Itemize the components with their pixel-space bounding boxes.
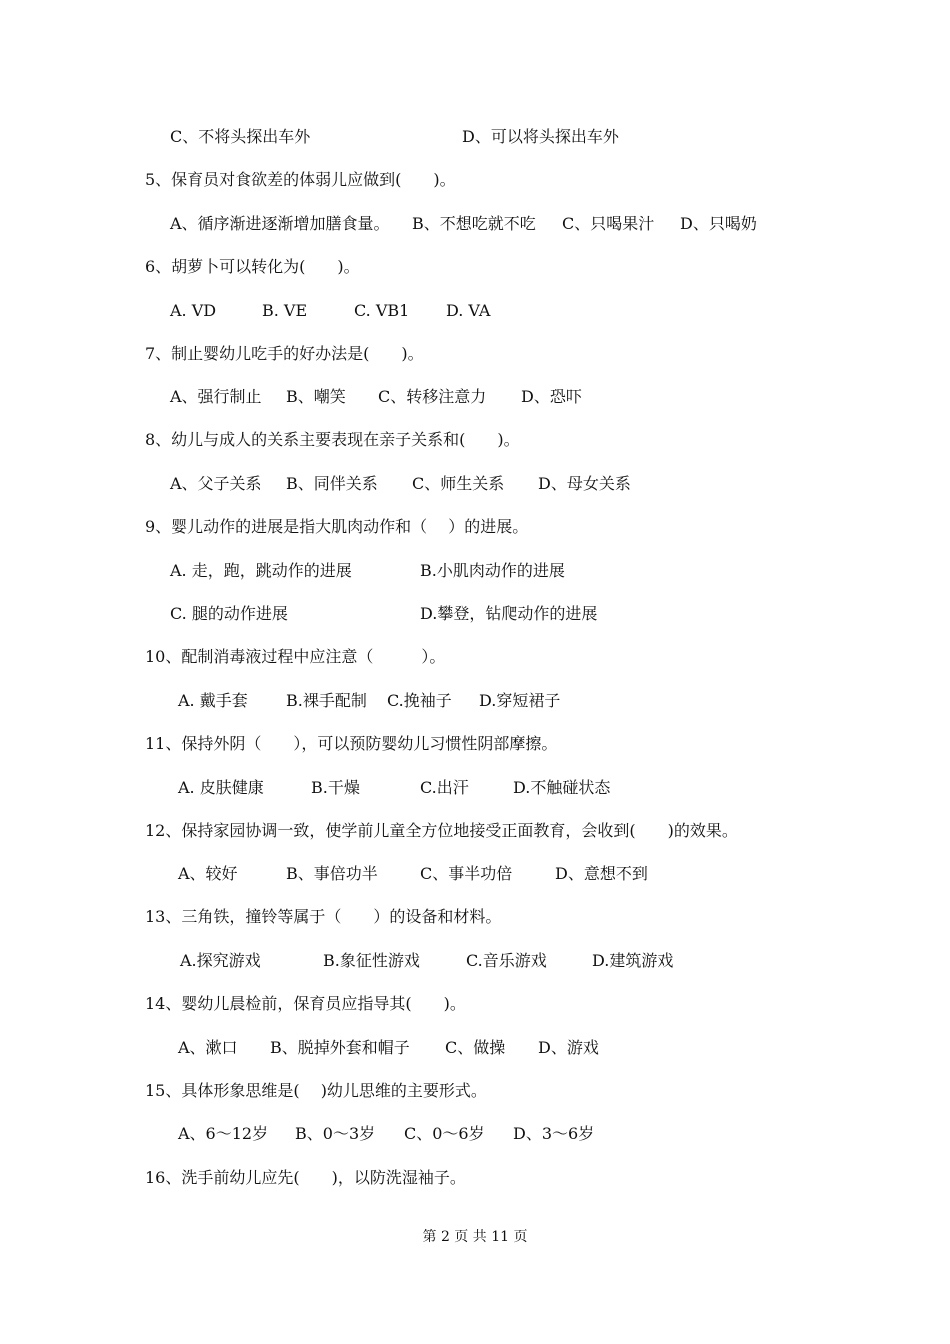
q11-option-a: A. 皮肤健康 (178, 778, 264, 797)
q6-option-b: B. VE (262, 301, 308, 320)
q13-option-d: D.建筑游戏 (592, 951, 674, 970)
q15-option-d: D、3～6岁 (513, 1124, 595, 1143)
q10-option-c: C.挽袖子 (387, 691, 452, 710)
q11-option-c: C.出汗 (420, 778, 469, 797)
q14-option-c: C、做操 (445, 1038, 506, 1057)
q16-stem: 16、洗手前幼儿应先( )，以防洗湿袖子。 (145, 1168, 466, 1187)
q8-option-b: B、同伴关系 (286, 474, 378, 493)
q12-option-b: B、事倍功半 (286, 864, 378, 883)
q6-option-d: D. VA (446, 301, 491, 320)
q5-stem: 5、保育员对食欲差的体弱儿应做到( )。 (145, 170, 456, 189)
q9-stem: 9、婴儿动作的进展是指大肌肉动作和（ ）的进展。 (145, 517, 529, 536)
q13-option-b: B.象征性游戏 (323, 951, 420, 970)
q11-option-b: B.干燥 (311, 778, 360, 797)
q7-stem: 7、制止婴幼儿吃手的好办法是( )。 (145, 344, 424, 363)
q13-option-c: C.音乐游戏 (466, 951, 547, 970)
q7-option-c: C、转移注意力 (378, 387, 487, 406)
page-number-footer: 第 2 页 共 11 页 (422, 1229, 528, 1245)
q13-option-a: A.探究游戏 (180, 951, 261, 970)
q9-option-a: A. 走，跑，跳动作的进展 (170, 561, 352, 580)
q6-option-a: A. VD (170, 301, 217, 320)
q9-option-d: D.攀登，钻爬动作的进展 (420, 604, 598, 623)
q12-option-d: D、意想不到 (555, 864, 648, 883)
q8-option-d: D、母女关系 (538, 474, 631, 493)
q12-stem: 12、保持家园协调一致，使学前儿童全方位地接受正面教育，会收到( )的效果。 (145, 821, 738, 840)
q8-option-c: C、师生关系 (412, 474, 505, 493)
q14-option-b: B、脱掉外套和帽子 (270, 1038, 410, 1057)
q8-stem: 8、幼儿与成人的关系主要表现在亲子关系和( )。 (145, 430, 520, 449)
q6-option-c: C. VB1 (354, 301, 410, 320)
q7-option-d: D、恐吓 (521, 387, 582, 406)
q13-stem: 13、三角铁，撞铃等属于（ ）的设备和材料。 (145, 907, 502, 926)
q12-option-c: C、事半功倍 (420, 864, 513, 883)
q5-option-a: A、循序渐进逐渐增加膳食量。 (170, 214, 390, 233)
q5-option-b: B、不想吃就不吃 (412, 214, 536, 233)
q7-option-b: B、嘲笑 (286, 387, 346, 406)
q14-option-d: D、游戏 (538, 1038, 599, 1057)
q8-option-a: A、父子关系 (170, 474, 262, 493)
q6-stem: 6、胡萝卜可以转化为( )。 (145, 257, 360, 276)
q10-option-a: A. 戴手套 (178, 691, 248, 710)
q5-option-d: D、只喝奶 (680, 214, 757, 233)
q10-stem: 10、配制消毒液过程中应注意（ ）。 (145, 647, 446, 666)
q10-option-d: D.穿短裙子 (479, 691, 561, 710)
q14-stem: 14、婴幼儿晨检前，保育员应指导其( )。 (145, 994, 466, 1013)
q9-option-b: B.小肌肉动作的进展 (420, 561, 565, 580)
q15-option-c: C、0～6岁 (404, 1124, 485, 1143)
q4-option-d: D、可以将头探出车外 (462, 127, 619, 146)
q10-option-b: B.裸手配制 (286, 691, 367, 710)
q15-option-b: B、0～3岁 (295, 1124, 376, 1143)
q14-option-a: A、漱口 (178, 1038, 238, 1057)
q12-option-a: A、较好 (178, 864, 238, 883)
q15-stem: 15、具体形象思维是( )幼儿思维的主要形式。 (145, 1081, 487, 1100)
q11-stem: 11、保持外阴（ ），可以预防婴幼儿习惯性阴部摩擦。 (145, 734, 558, 753)
q9-option-c: C. 腿的动作进展 (170, 604, 288, 623)
q11-option-d: D.不触碰状态 (513, 778, 611, 797)
q15-option-a: A、6～12岁 (178, 1124, 269, 1143)
q5-option-c: C、只喝果汁 (562, 214, 655, 233)
q4-option-c: C、不将头探出车外 (170, 127, 311, 146)
q7-option-a: A、强行制止 (170, 387, 262, 406)
